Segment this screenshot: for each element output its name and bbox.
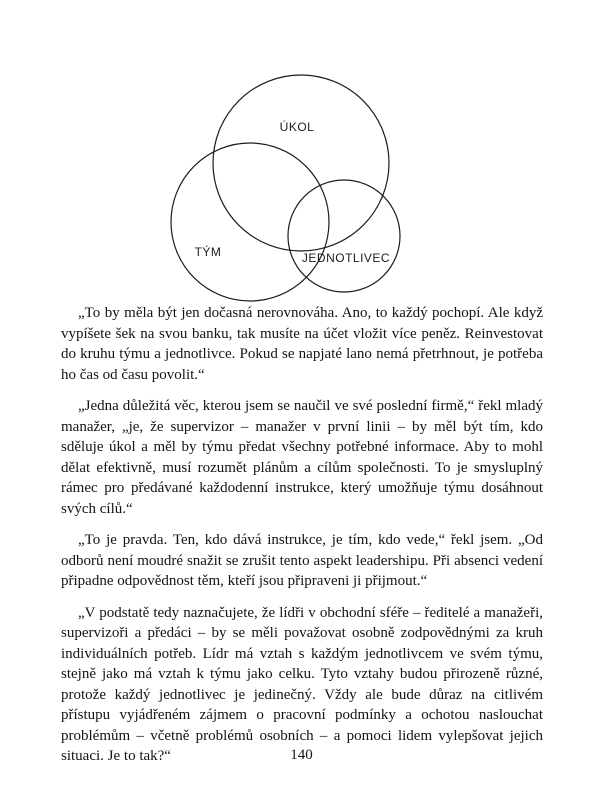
circle-ukol <box>213 75 389 251</box>
circle-jednotlivec <box>288 180 400 292</box>
paragraph-4: „V podstatě tedy naznačujete, že lídři v obchodní sféře – ředitelé a manažeři, supervizoři a předáci – by se měli považovat osobně zodpovědnými za kruh individuálních potřeb. Lídr má vztah s každým jednotlivcem ve svém týmu, stejně jako má vztah k týmu jako celku. Tyto vztahy budou přirozeně různé, protože každý jednotlivec je jedinečný. Vždy ale bude důraz na citlivém přístupu vyjádřeném zájmem o pracovní podmínky a ochotou naslouchat problémům – včetně problémů osobních – a pomoci lidem vylepšovat jejich situaci. Je to tak?“ <box>61 604 543 764</box>
paragraph-1: „To by měla být jen dočasná nerovnováha. Ano, to každý pochopí. Ale když vypíšete šek na svou banku, tak musíte na účet vložit více peněz. Reinvestovat do kruhu týmu a jednotlivce. Pokud se napjaté lano nemá přetrhnout, je potřeba ho čas od času povolit.“ <box>61 305 543 383</box>
label-jednotlivec: JEDNOTLIVEC <box>301 251 391 265</box>
paragraph-3: „To je pravda. Ten, kdo dává instrukce, je tím, kdo vede,“ řekl jsem. „Od odborů není moudré snažit se zrušit tento aspekt leadershipu. Při absenci vedení připadne odpovědnost těm, kteří jsou připraveni ji přijmout.“ <box>61 532 543 589</box>
label-ukol: ÚKOL <box>279 120 315 134</box>
text-block <box>61 303 543 778</box>
page-number: 140 <box>290 747 313 763</box>
venn-diagram <box>0 0 603 305</box>
label-tym: TÝM <box>194 245 222 259</box>
paragraph-2: „Jedna důležitá věc, kterou jsem se naučil ve své poslední firmě,“ řekl mladý manažer, „je, že supervizor – manažer v první linii – by měl být tím, kdo sděluje úkol a měl by týmu předat všechny potřebné informace. Aby to mohl dělat efektivně, musí rozumět plánům a cílům společnosti. To je smysluplný rámec pro předávané každodenní instrukce, který umožňuje týmu dosáhnout svých cílů.“ <box>61 398 543 517</box>
